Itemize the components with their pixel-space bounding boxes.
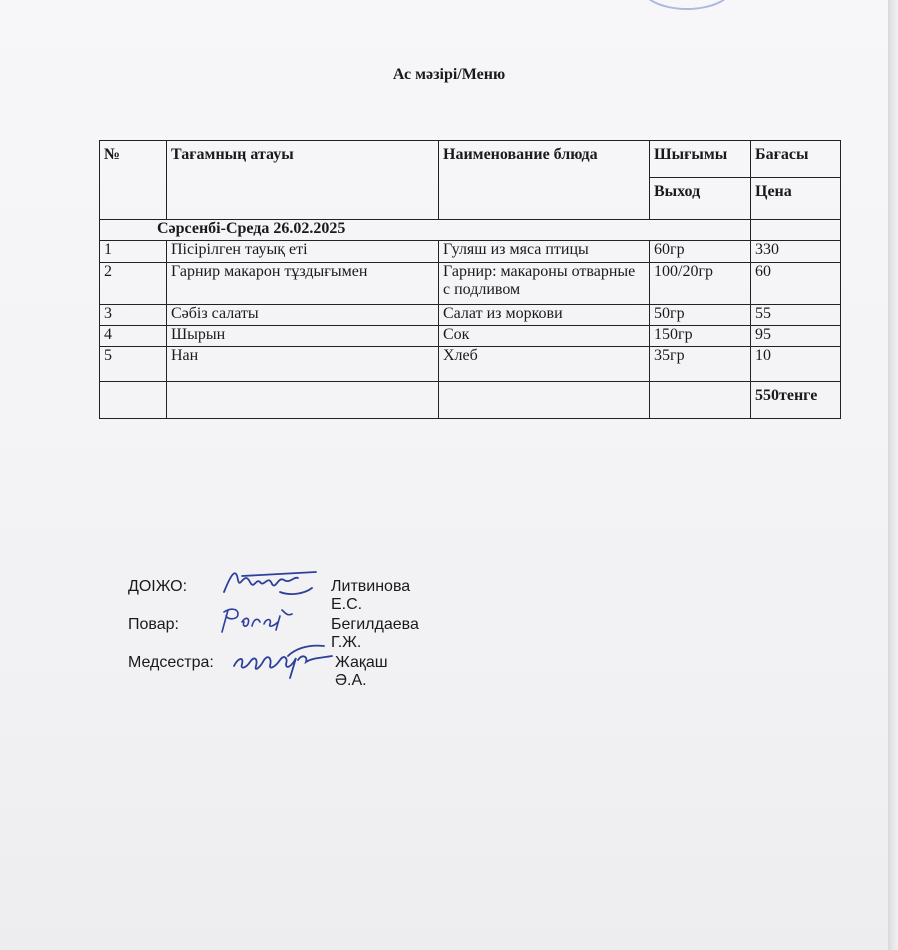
row-yield: 50гр: [650, 305, 751, 326]
signature-role: Медсестра:: [128, 654, 214, 671]
signature-name: Литвинова Е.С.: [331, 578, 411, 613]
row-name-kz: Шырын: [167, 326, 439, 347]
header-yield-ru: Выход: [650, 178, 751, 220]
row-number: 1: [100, 241, 167, 263]
table-row: [100, 305, 841, 326]
row-price: 95: [751, 326, 841, 347]
day-row-empty: [751, 220, 841, 241]
row-price: 10: [751, 347, 841, 382]
paper-edge: [888, 0, 898, 950]
header-name-kz: Тағамның атауы: [167, 141, 439, 220]
row-name-kz: Нан: [167, 347, 439, 382]
header-price-ru: Цена: [751, 178, 841, 220]
header-name-ru: Наименование блюда: [439, 141, 650, 220]
day-label: Сәрсенбі-Среда 26.02.2025: [100, 220, 751, 241]
signature-name: Бегилдаева Г.Ж.: [331, 616, 419, 651]
day-row: [100, 220, 841, 241]
header-yield-kz: Шығымы: [650, 141, 751, 178]
row-number: 4: [100, 326, 167, 347]
signature-role: Повар:: [128, 616, 179, 633]
total-empty: [100, 382, 167, 419]
row-name-ru: Гуляш из мяса птицы: [439, 241, 650, 263]
table-row: [100, 241, 841, 263]
row-number: 2: [100, 263, 167, 305]
document-title: Ас мәзірі/Меню: [392, 66, 506, 83]
row-number: 3: [100, 305, 167, 326]
row-name-kz: Гарнир макарон тұздығымен: [167, 263, 439, 305]
row-price: 60: [751, 263, 841, 305]
row-price: 330: [751, 241, 841, 263]
row-price: 55: [751, 305, 841, 326]
total-price: 550тенге: [751, 382, 841, 419]
row-name-ru: Сок: [439, 326, 650, 347]
header-price-kz: Бағасы: [751, 141, 841, 178]
header-row: [100, 141, 841, 178]
row-number: 5: [100, 347, 167, 382]
total-empty: [439, 382, 650, 419]
row-yield: 100/20гр: [650, 263, 751, 305]
signature-image: [216, 604, 296, 636]
row-yield: 35гр: [650, 347, 751, 382]
row-yield: 150гр: [650, 326, 751, 347]
total-empty: [167, 382, 439, 419]
row-name-ru: Гарнир: макароны отварные с подливом: [439, 263, 650, 305]
table-row: [100, 347, 841, 382]
menu-table: [99, 140, 841, 419]
row-name-kz: Пісірілген тауық еті: [167, 241, 439, 263]
total-row: [100, 382, 841, 419]
row-name-ru: Салат из моркови: [439, 305, 650, 326]
row-name-ru: Хлеб: [439, 347, 650, 382]
total-empty: [650, 382, 751, 419]
header-number: №: [100, 141, 167, 220]
table-row: [100, 326, 841, 347]
signature-name: Жақаш Ә.А.: [335, 654, 388, 689]
table-row: [100, 263, 841, 305]
signature-role: ДОІЖО:: [128, 578, 188, 595]
signature-image: [220, 566, 320, 600]
row-name-kz: Сәбіз салаты: [167, 305, 439, 326]
signature-image: [228, 638, 338, 680]
row-yield: 60гр: [650, 241, 751, 263]
